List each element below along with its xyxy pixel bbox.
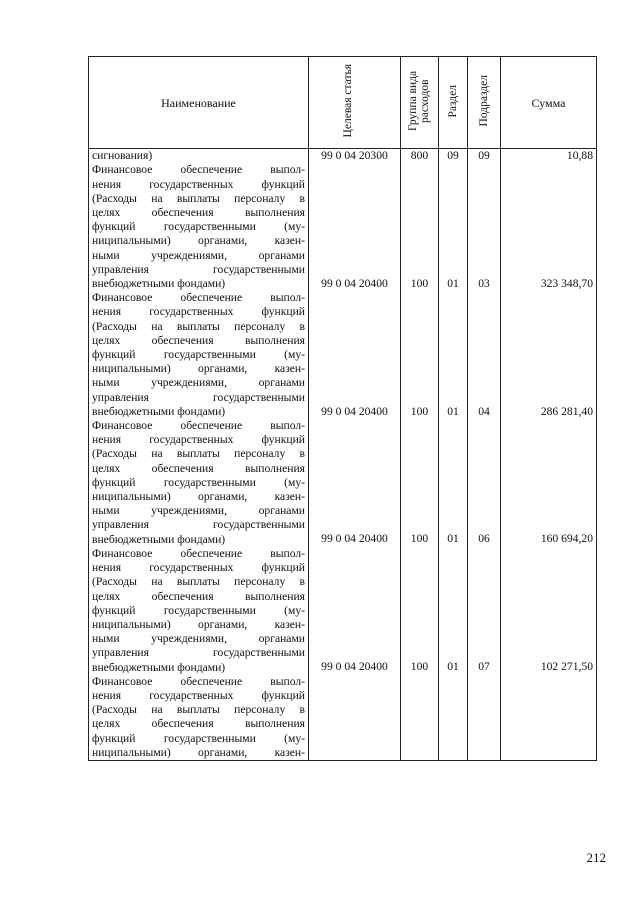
name-line: ными учреждениями, органами xyxy=(92,504,305,518)
header-row xyxy=(89,57,597,149)
name-line: нения государственных функций xyxy=(92,177,305,191)
name-line: функций государственными (му- xyxy=(92,731,305,745)
target-article-value: 99 0 04 20300 xyxy=(321,149,388,163)
name-line: Финансовое обеспечение выпол- xyxy=(92,674,305,688)
name-line: целях обеспечения выполнения xyxy=(92,461,305,475)
table-body-row xyxy=(89,149,597,761)
section-value: 01 xyxy=(447,404,459,418)
header-sum: Сумма xyxy=(501,57,597,149)
expense-group-value: 100 xyxy=(410,532,429,546)
name-line: Финансовое обеспечение выпол- xyxy=(92,163,305,177)
name-line: (Расходы на выплаты персоналу в xyxy=(92,703,305,717)
name-line: нения государственных функций xyxy=(92,561,305,575)
name-line: (Расходы на выплаты персоналу в xyxy=(92,191,305,205)
name-column xyxy=(89,149,309,761)
name-line: целях обеспечения выполнения xyxy=(92,589,305,603)
target-article-value: 99 0 04 20400 xyxy=(321,404,388,418)
name-line: ными учреждениями, органами xyxy=(92,248,305,262)
target-article-value: 99 0 04 20400 xyxy=(321,532,388,546)
name-line: (Расходы на выплаты персоналу в xyxy=(92,447,305,461)
name-line: ниципальными) органами, казен- xyxy=(92,745,305,759)
sum-value: 323 348,70 xyxy=(540,276,593,290)
subsection-value: 07 xyxy=(478,659,490,673)
name-line: ниципальными) органами, казен- xyxy=(92,617,305,631)
subsection-column xyxy=(468,149,501,761)
section-value: 01 xyxy=(447,276,459,290)
name-line: ными учреждениями, органами xyxy=(92,376,305,390)
sum-value: 102 271,50 xyxy=(540,659,593,673)
name-line: целях обеспечения выполнения xyxy=(92,333,305,347)
sum-value: 160 694,20 xyxy=(540,532,593,546)
expense-group-value: 100 xyxy=(410,276,429,290)
section-value: 01 xyxy=(447,532,459,546)
name-line: внебюджетными фондами) xyxy=(92,404,226,418)
subsection-value: 09 xyxy=(478,149,490,163)
name-line: (Расходы на выплаты персоналу в xyxy=(92,575,305,589)
name-line: сигнования) xyxy=(92,149,153,163)
section-value: 01 xyxy=(447,659,459,673)
name-line: функций государственными (му- xyxy=(92,220,305,234)
name-line: нения государственных функций xyxy=(92,688,305,702)
subsection-value: 03 xyxy=(478,276,490,290)
header-expense-group-label: Группа вида расходов xyxy=(406,70,431,132)
name-line: управления государственными xyxy=(92,262,305,276)
header-section-label: Раздел xyxy=(447,84,459,118)
expense-group-value: 100 xyxy=(410,404,429,418)
name-line: внебюджетными фондами) xyxy=(92,277,226,291)
sum-value: 286 281,40 xyxy=(540,404,593,418)
budget-table xyxy=(88,56,597,761)
expense-group-value: 800 xyxy=(410,149,429,163)
target-article-column xyxy=(309,149,401,761)
section-value: 09 xyxy=(447,149,459,163)
name-line: нения государственных функций xyxy=(92,305,305,319)
subsection-value: 04 xyxy=(478,404,490,418)
name-line: целях обеспечения выполнения xyxy=(92,206,305,220)
expense-group-value: 100 xyxy=(410,659,429,673)
name-line: Финансовое обеспечение выпол- xyxy=(92,546,305,560)
target-article-value: 99 0 04 20400 xyxy=(321,276,388,290)
name-line: функций государственными (му- xyxy=(92,348,305,362)
name-line: функций государственными (му- xyxy=(92,475,305,489)
section-column xyxy=(439,149,468,761)
name-line: нения государственных функций xyxy=(92,433,305,447)
name-line: ниципальными) органами, казен- xyxy=(92,490,305,504)
expense-group-column xyxy=(401,149,439,761)
name-line: (Расходы на выплаты персоналу в xyxy=(92,319,305,333)
name-line: управления государственными xyxy=(92,646,305,660)
subsection-value: 06 xyxy=(478,532,490,546)
sum-value: 10,88 xyxy=(566,149,593,163)
name-line: ными учреждениями, органами xyxy=(92,632,305,646)
name-line: управления государственными xyxy=(92,390,305,404)
name-line: внебюджетными фондами) xyxy=(92,660,226,674)
name-line: ниципальными) органами, казен- xyxy=(92,362,305,376)
header-target-article xyxy=(309,57,401,149)
name-line: Финансовое обеспечение выпол- xyxy=(92,419,305,433)
target-article-value: 99 0 04 20400 xyxy=(321,659,388,673)
header-expense-group xyxy=(401,57,439,149)
header-target-article-label: Целевая статья xyxy=(341,64,354,138)
sum-column xyxy=(501,149,597,761)
header-section xyxy=(439,57,468,149)
name-line: функций государственными (му- xyxy=(92,603,305,617)
name-line: управления государственными xyxy=(92,518,305,532)
name-line: целях обеспечения выполнения xyxy=(92,717,305,731)
name-line: внебюджетными фондами) xyxy=(92,532,226,546)
header-subsection xyxy=(468,57,501,149)
header-subsection-label: Подраздел xyxy=(478,75,490,127)
name-line: Финансовое обеспечение выпол- xyxy=(92,291,305,305)
page-number: 212 xyxy=(586,850,606,865)
header-name: Наименование xyxy=(89,57,309,149)
name-line: ниципальными) органами, казен- xyxy=(92,234,305,248)
